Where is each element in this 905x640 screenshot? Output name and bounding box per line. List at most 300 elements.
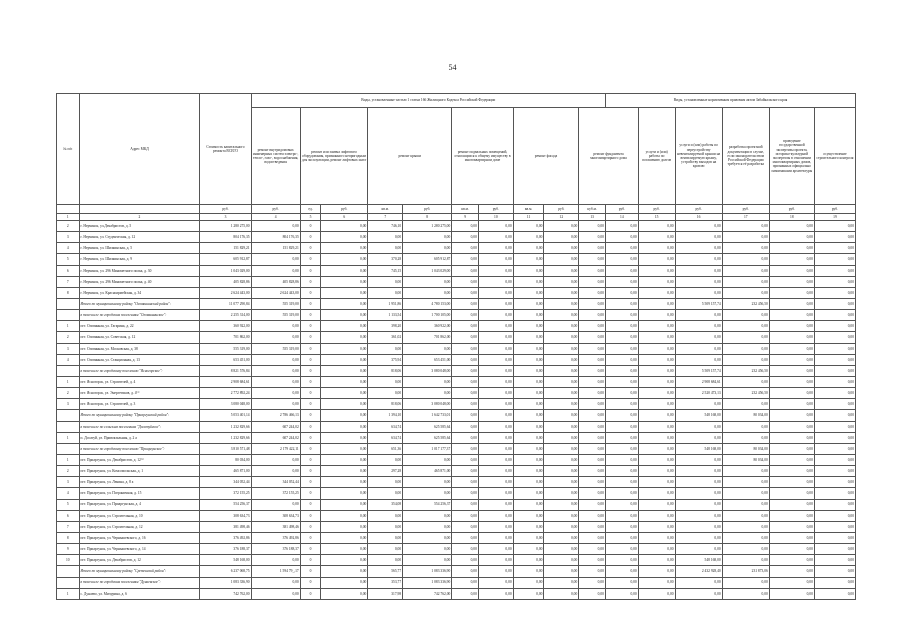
- value-cell: 0: [300, 232, 320, 243]
- value-cell: 0,00: [769, 321, 814, 332]
- value-cell: 0,00: [478, 544, 513, 555]
- value-cell: 0,00: [544, 265, 579, 276]
- value-cell: 0,00: [605, 310, 638, 321]
- header-facade: ремонт фасада: [513, 108, 579, 205]
- value-cell: 0,00: [579, 365, 606, 376]
- value-cell: 0,00: [722, 510, 769, 521]
- value-cell: 0,00: [814, 477, 855, 488]
- value-cell: 0,00: [544, 443, 579, 454]
- value-cell: 0,00: [769, 443, 814, 454]
- address-cell: г. Нерчинск, ул. Шилкинская, д. 5: [79, 243, 200, 254]
- value-cell: 0,00: [321, 343, 368, 354]
- row-number: 3: [57, 232, 80, 243]
- value-cell: 0,00: [321, 466, 368, 477]
- value-cell: 0,00: [579, 432, 606, 443]
- address-cell: пгт. Ясногорск, ул. Энергетиков, д. 4⁽²⁾: [79, 388, 200, 399]
- value-cell: 0,00: [605, 276, 638, 287]
- value-cell: 0,00: [579, 343, 606, 354]
- value-cell: 232 456,50: [722, 365, 769, 376]
- value-cell: 0,00: [769, 488, 814, 499]
- value-cell: 0,00: [544, 477, 579, 488]
- header-total-cost: Стоимость капитального ремонта ВСЕГО: [200, 94, 251, 205]
- value-cell: 0,00: [478, 354, 513, 365]
- value-cell: 0,00: [513, 410, 544, 421]
- value-cell: 0,00: [251, 555, 300, 566]
- value-cell: 0,00: [452, 432, 479, 443]
- value-cell: 0,00: [403, 376, 452, 387]
- value-cell: 0,00: [452, 566, 479, 577]
- table-row: [57, 232, 856, 243]
- value-cell: 0,00: [452, 544, 479, 555]
- value-cell: 0,00: [403, 477, 452, 488]
- row-number: 6: [57, 510, 80, 521]
- value-cell: 0,00: [769, 421, 814, 432]
- col-number-cell-19: 19: [814, 214, 855, 221]
- value-cell: 0,00: [452, 388, 479, 399]
- value-cell: 548 168,00: [675, 443, 722, 454]
- value-cell: 0,00: [321, 321, 368, 332]
- address-cell: пгт. Оловянная, ул. Станционная, д. 13: [79, 354, 200, 365]
- table-row: [57, 555, 856, 566]
- value-cell: 0,00: [251, 265, 300, 276]
- value-cell: 0: [300, 532, 320, 543]
- row-number: 3: [57, 343, 80, 354]
- value-cell: 0,00: [544, 365, 579, 376]
- value-cell: 0,00: [321, 499, 368, 510]
- value-cell: 297,28: [368, 466, 403, 477]
- value-cell: 0,00: [544, 354, 579, 365]
- value-cell: 0,00: [579, 588, 606, 599]
- value-cell: 0,00: [638, 365, 675, 376]
- value-cell: 344 052,44: [200, 477, 251, 488]
- value-cell: 0,00: [321, 310, 368, 321]
- table-row: [57, 544, 856, 555]
- value-cell: 565,77: [368, 566, 403, 577]
- value-cell: 0,00: [769, 521, 814, 532]
- value-cell: 742 762,00: [200, 588, 251, 599]
- value-cell: 0,00: [579, 466, 606, 477]
- header-address: Адрес МКД: [79, 94, 200, 205]
- value-cell: 0,00: [478, 232, 513, 243]
- value-cell: 0,00: [579, 243, 606, 254]
- value-cell: 0,00: [605, 555, 638, 566]
- value-cell: 2 908 684,61: [675, 376, 722, 387]
- value-cell: 0: [300, 354, 320, 365]
- value-cell: 0,00: [605, 243, 638, 254]
- table-row: [57, 532, 856, 543]
- row-number: [57, 566, 80, 577]
- address-cell: пгт. Оловянная, ул. Московская, д. 38: [79, 343, 200, 354]
- row-number: 2: [57, 388, 80, 399]
- value-cell: 0,00: [478, 488, 513, 499]
- value-cell: 0,00: [513, 376, 544, 387]
- value-cell: 0,00: [605, 343, 638, 354]
- row-number: 7: [57, 276, 80, 287]
- value-cell: 0,00: [722, 432, 769, 443]
- table-row: [57, 287, 856, 298]
- value-cell: 0,00: [769, 310, 814, 321]
- value-cell: 3 810 571,48: [200, 443, 251, 454]
- value-cell: 0,00: [605, 532, 638, 543]
- value-cell: 0,00: [321, 388, 368, 399]
- value-cell: 0,00: [513, 521, 544, 532]
- value-cell: 0: [300, 555, 320, 566]
- value-cell: 0,00: [769, 332, 814, 343]
- value-cell: 0,00: [579, 488, 606, 499]
- value-cell: 0: [300, 432, 320, 443]
- value-cell: 0,00: [769, 566, 814, 577]
- value-cell: 0,00: [769, 343, 814, 354]
- col-number-cell-13: 13: [579, 214, 606, 221]
- value-cell: 0,00: [452, 332, 479, 343]
- unit-cell-6: руб.: [321, 205, 368, 214]
- value-cell: 0,00: [675, 532, 722, 543]
- table-row: [57, 265, 856, 276]
- value-cell: 0: [300, 287, 320, 298]
- value-cell: 0,00: [368, 232, 403, 243]
- row-number: [57, 310, 80, 321]
- value-cell: 0,00: [403, 388, 452, 399]
- value-cell: 0,00: [478, 265, 513, 276]
- value-cell: 0,00: [605, 466, 638, 477]
- value-cell: 0,00: [675, 232, 722, 243]
- table-row: [57, 354, 856, 365]
- value-cell: 0,00: [769, 298, 814, 309]
- value-cell: 0,00: [368, 488, 403, 499]
- value-cell: 0,00: [814, 287, 855, 298]
- value-cell: 804 176,35: [200, 232, 251, 243]
- col-number-cell-14: 14: [605, 214, 638, 221]
- value-cell: 0,00: [638, 432, 675, 443]
- value-cell: 0,00: [478, 421, 513, 432]
- value-cell: 0,00: [605, 298, 638, 309]
- row-number: [57, 365, 80, 376]
- value-cell: 0,00: [251, 499, 300, 510]
- value-cell: 0: [300, 488, 320, 499]
- value-cell: 0,00: [675, 588, 722, 599]
- header-group-federal: Виды, установленные частью 1 статьи 166 Жилищного Кодекса Российской Федерации: [251, 94, 605, 108]
- value-cell: 605 912,87: [200, 254, 251, 265]
- col-number-cell-10: 10: [478, 214, 513, 221]
- value-cell: 0,00: [513, 544, 544, 555]
- value-cell: 465 871,00: [200, 466, 251, 477]
- value-cell: 0,00: [544, 310, 579, 321]
- value-cell: 80 034,00: [200, 454, 251, 465]
- value-cell: 0,00: [769, 399, 814, 410]
- unit-cell-10: руб.: [478, 205, 513, 214]
- value-cell: 0,00: [403, 343, 452, 354]
- value-cell: 0,00: [638, 310, 675, 321]
- table-row: [57, 432, 856, 443]
- value-cell: 555 319,00: [200, 343, 251, 354]
- value-cell: 0,00: [452, 410, 479, 421]
- row-number: [57, 410, 80, 421]
- value-cell: 0,00: [513, 443, 544, 454]
- value-cell: 2 432 928,40: [675, 566, 722, 577]
- value-cell: 0,00: [675, 265, 722, 276]
- value-cell: 0,00: [452, 488, 479, 499]
- value-cell: 0,00: [814, 388, 855, 399]
- value-cell: 0,00: [321, 521, 368, 532]
- value-cell: 0: [300, 410, 320, 421]
- address-cell: пгт. Приаргунск, ул. Чернышевского, д. 16: [79, 532, 200, 543]
- value-cell: 0,00: [544, 287, 579, 298]
- value-cell: 0,00: [675, 399, 722, 410]
- value-cell: 0,00: [544, 577, 579, 588]
- value-cell: 0: [300, 421, 320, 432]
- value-cell: 804 176,35: [251, 232, 300, 243]
- value-cell: 0,00: [544, 510, 579, 521]
- value-cell: 0,00: [722, 521, 769, 532]
- value-cell: 232 456,50: [722, 388, 769, 399]
- address-cell: пгт. Оловянная, ул. Советская, д. 12: [79, 332, 200, 343]
- value-cell: 0,00: [605, 221, 638, 232]
- value-cell: 0,00: [638, 532, 675, 543]
- value-cell: 381 498,46: [200, 521, 251, 532]
- value-cell: 0,00: [452, 343, 479, 354]
- value-cell: 701 862,00: [403, 332, 452, 343]
- value-cell: 0,00: [513, 577, 544, 588]
- value-cell: 0,00: [579, 410, 606, 421]
- value-cell: 0,00: [478, 577, 513, 588]
- value-cell: 0,00: [675, 466, 722, 477]
- value-cell: 1 083 336,90: [403, 566, 452, 577]
- value-cell: 548 168,00: [200, 555, 251, 566]
- value-cell: 0,00: [403, 544, 452, 555]
- value-cell: 0,00: [579, 555, 606, 566]
- value-cell: 0,00: [452, 577, 479, 588]
- value-cell: 0,00: [722, 287, 769, 298]
- value-cell: 0,00: [579, 566, 606, 577]
- value-cell: 0,00: [769, 365, 814, 376]
- value-cell: 0,00: [579, 399, 606, 410]
- value-cell: 376 492,86: [200, 532, 251, 543]
- value-cell: 0,00: [605, 287, 638, 298]
- value-cell: 80 034,00: [722, 410, 769, 421]
- row-number: 10: [57, 555, 80, 566]
- value-cell: 376 188,37: [251, 544, 300, 555]
- col-number-cell-4: 4: [251, 214, 300, 221]
- address-cell: Итого по муниципальному району "Оловяннинский район":: [79, 298, 200, 309]
- value-cell: 0,00: [478, 287, 513, 298]
- value-cell: 0,00: [605, 499, 638, 510]
- value-cell: 0,00: [769, 555, 814, 566]
- value-cell: 0,00: [478, 532, 513, 543]
- address-cell: г. Нерчинск, ул.Декабристов, д. 5: [79, 221, 200, 232]
- value-cell: 0,00: [544, 432, 579, 443]
- value-cell: 0,00: [513, 488, 544, 499]
- value-cell: 0,00: [452, 265, 479, 276]
- value-cell: 0,00: [638, 399, 675, 410]
- value-cell: 0,00: [675, 221, 722, 232]
- col-number-cell-18: 18: [769, 214, 814, 221]
- header-foundation: ремонт фундамента многоквартирного дома: [579, 108, 638, 205]
- address-cell: в том числе по городскому поселению "Ясногорское":: [79, 365, 200, 376]
- address-cell: пгт. Оловянная, ул. Гагарина, д. 22: [79, 321, 200, 332]
- address-cell: г. Нерчинск, ул. Шилкинская, д. 9: [79, 254, 200, 265]
- value-cell: 0,00: [513, 510, 544, 521]
- value-cell: 0,00: [769, 432, 814, 443]
- value-cell: 0,00: [452, 399, 479, 410]
- address-cell: пгт. Ясногорск, ул. Строителей, д. 3: [79, 399, 200, 410]
- value-cell: 308 634,73: [200, 510, 251, 521]
- value-cell: 398,20: [368, 321, 403, 332]
- value-cell: 0,00: [638, 276, 675, 287]
- value-cell: 0,00: [513, 555, 544, 566]
- value-cell: 0: [300, 254, 320, 265]
- value-cell: 0,00: [321, 254, 368, 265]
- value-cell: 0,00: [769, 232, 814, 243]
- value-cell: 0: [300, 544, 320, 555]
- value-cell: 2 179 422,11: [251, 443, 300, 454]
- value-cell: 0,00: [814, 555, 855, 566]
- value-cell: 0,00: [769, 376, 814, 387]
- value-cell: 0,00: [452, 588, 479, 599]
- value-cell: 6 237 068,75: [200, 566, 251, 577]
- value-cell: 0,00: [513, 298, 544, 309]
- unit-cell-8: руб.: [403, 205, 452, 214]
- value-cell: 1 594 79_,17: [251, 566, 300, 577]
- value-cell: 0,00: [605, 365, 638, 376]
- value-cell: 1 043 029,00: [403, 265, 452, 276]
- value-cell: 0,00: [579, 521, 606, 532]
- value-cell: 0,00: [544, 276, 579, 287]
- value-cell: 0,00: [579, 332, 606, 343]
- value-cell: 1 043 029,00: [200, 265, 251, 276]
- value-cell: 0,00: [579, 321, 606, 332]
- value-cell: 0,00: [403, 521, 452, 532]
- value-cell: 0,00: [452, 499, 479, 510]
- value-cell: 0: [300, 298, 320, 309]
- value-cell: 0,00: [814, 298, 855, 309]
- value-cell: 232 456,50: [722, 298, 769, 309]
- value-cell: 0,00: [638, 577, 675, 588]
- address-cell: в том числе по городским поселениям "Оловяннинское":: [79, 310, 200, 321]
- value-cell: 0,00: [579, 276, 606, 287]
- value-cell: 0,00: [544, 466, 579, 477]
- value-cell: 0: [300, 376, 320, 387]
- header-group-regional: Виды, установленные нормативным правовым актом Забайкальского края: [605, 94, 855, 108]
- value-cell: 0,00: [478, 443, 513, 454]
- header-no: № п/п: [57, 94, 80, 205]
- value-cell: 0,00: [722, 499, 769, 510]
- value-cell: 0,00: [675, 243, 722, 254]
- value-cell: 0,00: [814, 265, 855, 276]
- value-cell: 0,00: [403, 287, 452, 298]
- value-cell: 607 244,02: [251, 421, 300, 432]
- value-cell: 0,00: [722, 477, 769, 488]
- table-row: [57, 410, 856, 421]
- value-cell: 0,00: [403, 276, 452, 287]
- value-cell: 746,10: [368, 221, 403, 232]
- value-cell: 0,00: [579, 376, 606, 387]
- address-cell: г. Нерчинск, ул. Студенческая, д. 12: [79, 232, 200, 243]
- value-cell: 0,00: [452, 276, 479, 287]
- value-cell: 0,00: [605, 376, 638, 387]
- value-cell: 0,00: [513, 532, 544, 543]
- value-cell: 151 829,21: [251, 243, 300, 254]
- value-cell: 0,00: [579, 310, 606, 321]
- value-cell: 0,00: [321, 298, 368, 309]
- address-cell: пгт. Приаргунск, ул. Декабристов, д. 12⁽²⁾: [79, 454, 200, 465]
- value-cell: 607 244,02: [251, 432, 300, 443]
- table-row: [57, 254, 856, 265]
- value-cell: 0,00: [544, 555, 579, 566]
- value-cell: 0,00: [579, 221, 606, 232]
- row-number: 3: [57, 477, 80, 488]
- value-cell: 0,00: [722, 232, 769, 243]
- value-cell: 360 922,00: [403, 321, 452, 332]
- col-number-cell-17: 17: [722, 214, 769, 221]
- value-cell: 0,00: [368, 376, 403, 387]
- value-cell: 1 017 177,37: [403, 443, 452, 454]
- value-cell: 0,00: [478, 588, 513, 599]
- value-cell: 0,00: [814, 466, 855, 477]
- value-cell: 0,00: [579, 477, 606, 488]
- value-cell: 701 862,00: [200, 332, 251, 343]
- value-cell: 0,00: [368, 521, 403, 532]
- value-cell: 0,00: [368, 343, 403, 354]
- value-cell: 0: [300, 510, 320, 521]
- header-tech: услуги и (или) работы по переустройству невентилируемой крыши на вентилируемую крышу, устройству выходов на кровлю: [675, 108, 722, 205]
- value-cell: 1 083 336,90: [403, 577, 452, 588]
- value-cell: 0,00: [452, 466, 479, 477]
- value-cell: 742 762,00: [403, 588, 452, 599]
- value-cell: 0,00: [722, 276, 769, 287]
- table-row: [57, 343, 856, 354]
- table-row: [57, 221, 856, 232]
- value-cell: 0,00: [675, 287, 722, 298]
- value-cell: 0,00: [513, 566, 544, 577]
- value-cell: 0,00: [321, 376, 368, 387]
- value-cell: 0,00: [638, 321, 675, 332]
- value-cell: 372 155,25: [200, 488, 251, 499]
- value-cell: 0,00: [675, 254, 722, 265]
- value-cell: 0,00: [638, 376, 675, 387]
- value-cell: 0,00: [321, 488, 368, 499]
- value-cell: 0,00: [769, 510, 814, 521]
- value-cell: 0,00: [675, 321, 722, 332]
- value-cell: 0,00: [675, 454, 722, 465]
- col-number-cell-8: 8: [403, 214, 452, 221]
- value-cell: 80 034,00: [722, 454, 769, 465]
- value-cell: 0: [300, 332, 320, 343]
- value-cell: 0,00: [579, 532, 606, 543]
- value-cell: 0,00: [638, 265, 675, 276]
- row-number: 4: [57, 354, 80, 365]
- value-cell: 0,00: [478, 343, 513, 354]
- value-cell: 0,00: [321, 243, 368, 254]
- value-cell: 0,00: [368, 510, 403, 521]
- table-row: [57, 365, 856, 376]
- value-cell: 0,00: [605, 321, 638, 332]
- value-cell: 653 451,00: [200, 354, 251, 365]
- value-cell: 0,00: [814, 376, 855, 387]
- value-cell: 1 083 336,90: [200, 577, 251, 588]
- value-cell: 0,00: [321, 510, 368, 521]
- value-cell: 2 786 466,13: [251, 410, 300, 421]
- value-cell: 0,00: [544, 232, 579, 243]
- value-cell: 0,00: [579, 544, 606, 555]
- address-cell: пгт. Приаргунск, ул. Строительная, д. 10: [79, 510, 200, 521]
- address-cell: г. Нерчинск, ул. Красноармейская, д. 34: [79, 287, 200, 298]
- value-cell: 0: [300, 588, 320, 599]
- unit-cell-11: кв.м.: [513, 205, 544, 214]
- value-cell: 0,00: [814, 510, 855, 521]
- value-cell: 0,00: [513, 421, 544, 432]
- value-cell: 0,00: [814, 499, 855, 510]
- value-cell: 0,00: [452, 365, 479, 376]
